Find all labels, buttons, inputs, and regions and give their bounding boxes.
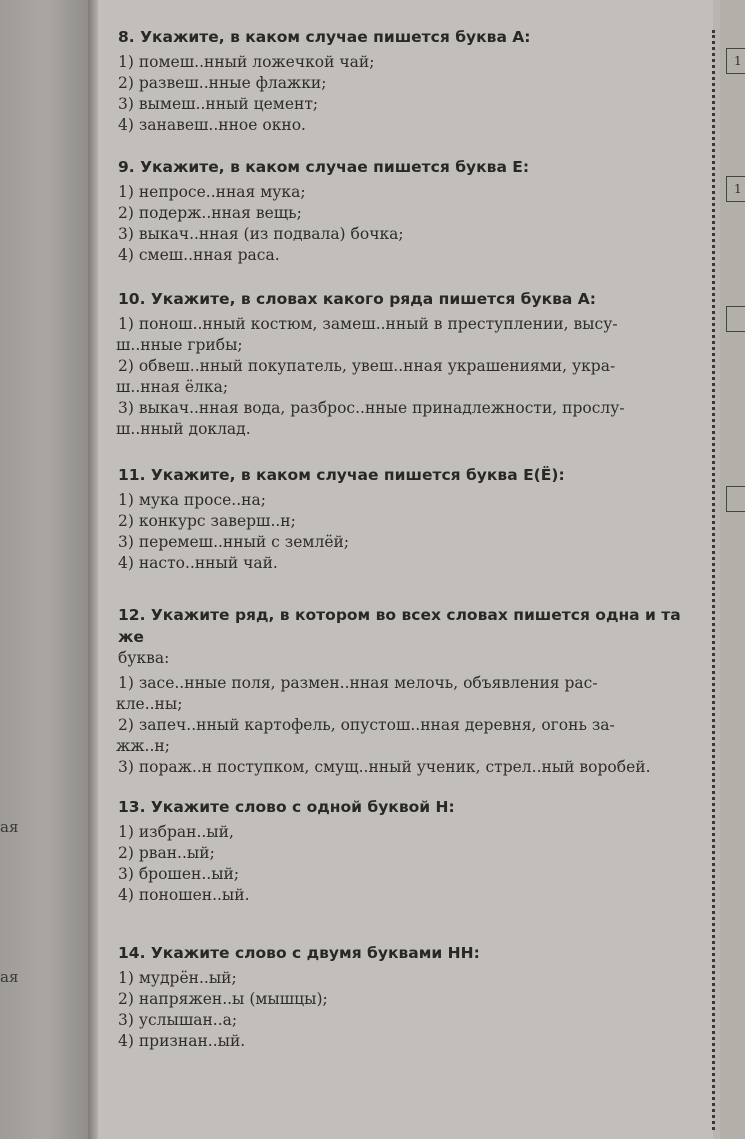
left-page-edge xyxy=(0,0,92,1139)
answer-option-line: ш..нная ёлка; xyxy=(116,378,229,396)
question-title: 9. Укажите, в каком случае пишется буква Е: xyxy=(118,158,530,176)
answer-option[interactable]: 2) подерж..нная вещь; xyxy=(118,204,302,222)
answer-option[interactable] xyxy=(118,757,710,778)
answer-option-line: кле..ны; xyxy=(116,695,183,713)
question-title: 12. Укажите ряд, в котором во всех словах пишется одна и та же xyxy=(118,606,681,646)
question-12 xyxy=(118,604,710,778)
answer-option[interactable]: 4) поношен..ый. xyxy=(118,886,250,904)
answer-strip xyxy=(720,0,745,1139)
answer-option-line: 1) засе..нные поля, размен..нная мелочь, объявления рас- xyxy=(118,674,598,692)
answer-option-line: 3) выкач..нная вода, разброс..нные принадлежности, прослу- xyxy=(118,399,625,417)
answer-option-line: ш..нные грибы; xyxy=(116,336,243,354)
answer-option[interactable]: 1) избран..ый, xyxy=(118,823,234,841)
answer-box[interactable]: 1 xyxy=(726,176,745,202)
answer-box[interactable]: 1 xyxy=(726,48,745,74)
question-13 xyxy=(118,796,710,906)
answer-option[interactable]: 2) конкурс заверш..н; xyxy=(118,512,296,530)
answer-option[interactable]: 1) помеш..нный ложечкой чай; xyxy=(118,53,375,71)
question-14 xyxy=(118,942,710,1052)
question-title: 11. Укажите, в каком случае пишется буква Е(Ё): xyxy=(118,466,565,484)
answer-option-line: 2) обвеш..нный покупатель, увеш..нная украшениями, укра- xyxy=(118,357,616,375)
question-title: 8. Укажите, в каком случае пишется буква А: xyxy=(118,28,531,46)
question-title-cont: буква: xyxy=(118,649,170,667)
answer-option[interactable] xyxy=(118,715,710,757)
question-8 xyxy=(118,26,710,136)
answer-option[interactable]: 1) мудрён..ый; xyxy=(118,969,237,987)
answer-option-line: ш..нный доклад. xyxy=(116,420,251,438)
answer-option[interactable]: 3) вымеш..нный цемент; xyxy=(118,95,319,113)
question-11 xyxy=(118,464,710,574)
answer-option[interactable]: 3) перемеш..нный с землёй; xyxy=(118,533,350,551)
question-title: 10. Укажите, в словах какого ряда пишется буква А: xyxy=(118,290,596,308)
left-page-fragment: ая xyxy=(0,818,19,836)
question-title: 13. Укажите слово с одной буквой Н: xyxy=(118,798,455,816)
answer-option[interactable]: 2) развеш..нные флажки; xyxy=(118,74,327,92)
answer-option[interactable]: 3) выкач..нная (из подвала) бочка; xyxy=(118,225,404,243)
answer-option[interactable]: 2) рван..ый; xyxy=(118,844,215,862)
answer-option[interactable]: 4) признан..ый. xyxy=(118,1032,246,1050)
book-gutter xyxy=(88,0,98,1139)
answer-option-line: 1) понош..нный костюм, замеш..нный в преступлении, высу- xyxy=(118,315,618,333)
answer-option[interactable]: 1) непросе..нная мука; xyxy=(118,183,306,201)
question-9 xyxy=(118,156,710,266)
answer-option[interactable]: 4) занавеш..нное окно. xyxy=(118,116,306,134)
answer-box[interactable] xyxy=(726,486,745,512)
answer-option-line: 3) пораж..н поступком, смущ..нный ученик, стрел..ный воробей. xyxy=(118,758,651,776)
answer-box[interactable] xyxy=(726,306,745,332)
answer-option[interactable]: 2) напряжен..ы (мышцы); xyxy=(118,990,328,1008)
answer-option-line: 2) запеч..нный картофель, опустош..нная деревня, огонь за- xyxy=(118,716,615,734)
question-title: 14. Укажите слово с двумя буквами НН: xyxy=(118,944,480,962)
answer-option[interactable] xyxy=(118,356,710,398)
left-page-fragment: ая xyxy=(0,968,19,986)
answer-option[interactable]: 1) мука просе..на; xyxy=(118,491,266,509)
answer-option[interactable] xyxy=(118,314,710,356)
answer-option[interactable] xyxy=(118,398,710,440)
answer-option[interactable]: 3) услышан..а; xyxy=(118,1011,238,1029)
answer-option[interactable] xyxy=(118,673,710,715)
question-10 xyxy=(118,288,710,440)
answer-option[interactable]: 4) насто..нный чай. xyxy=(118,554,278,572)
answer-option[interactable]: 4) смеш..нная раса. xyxy=(118,246,280,264)
answer-option-line: жж..н; xyxy=(116,737,170,755)
answer-option[interactable]: 3) брошен..ый; xyxy=(118,865,240,883)
